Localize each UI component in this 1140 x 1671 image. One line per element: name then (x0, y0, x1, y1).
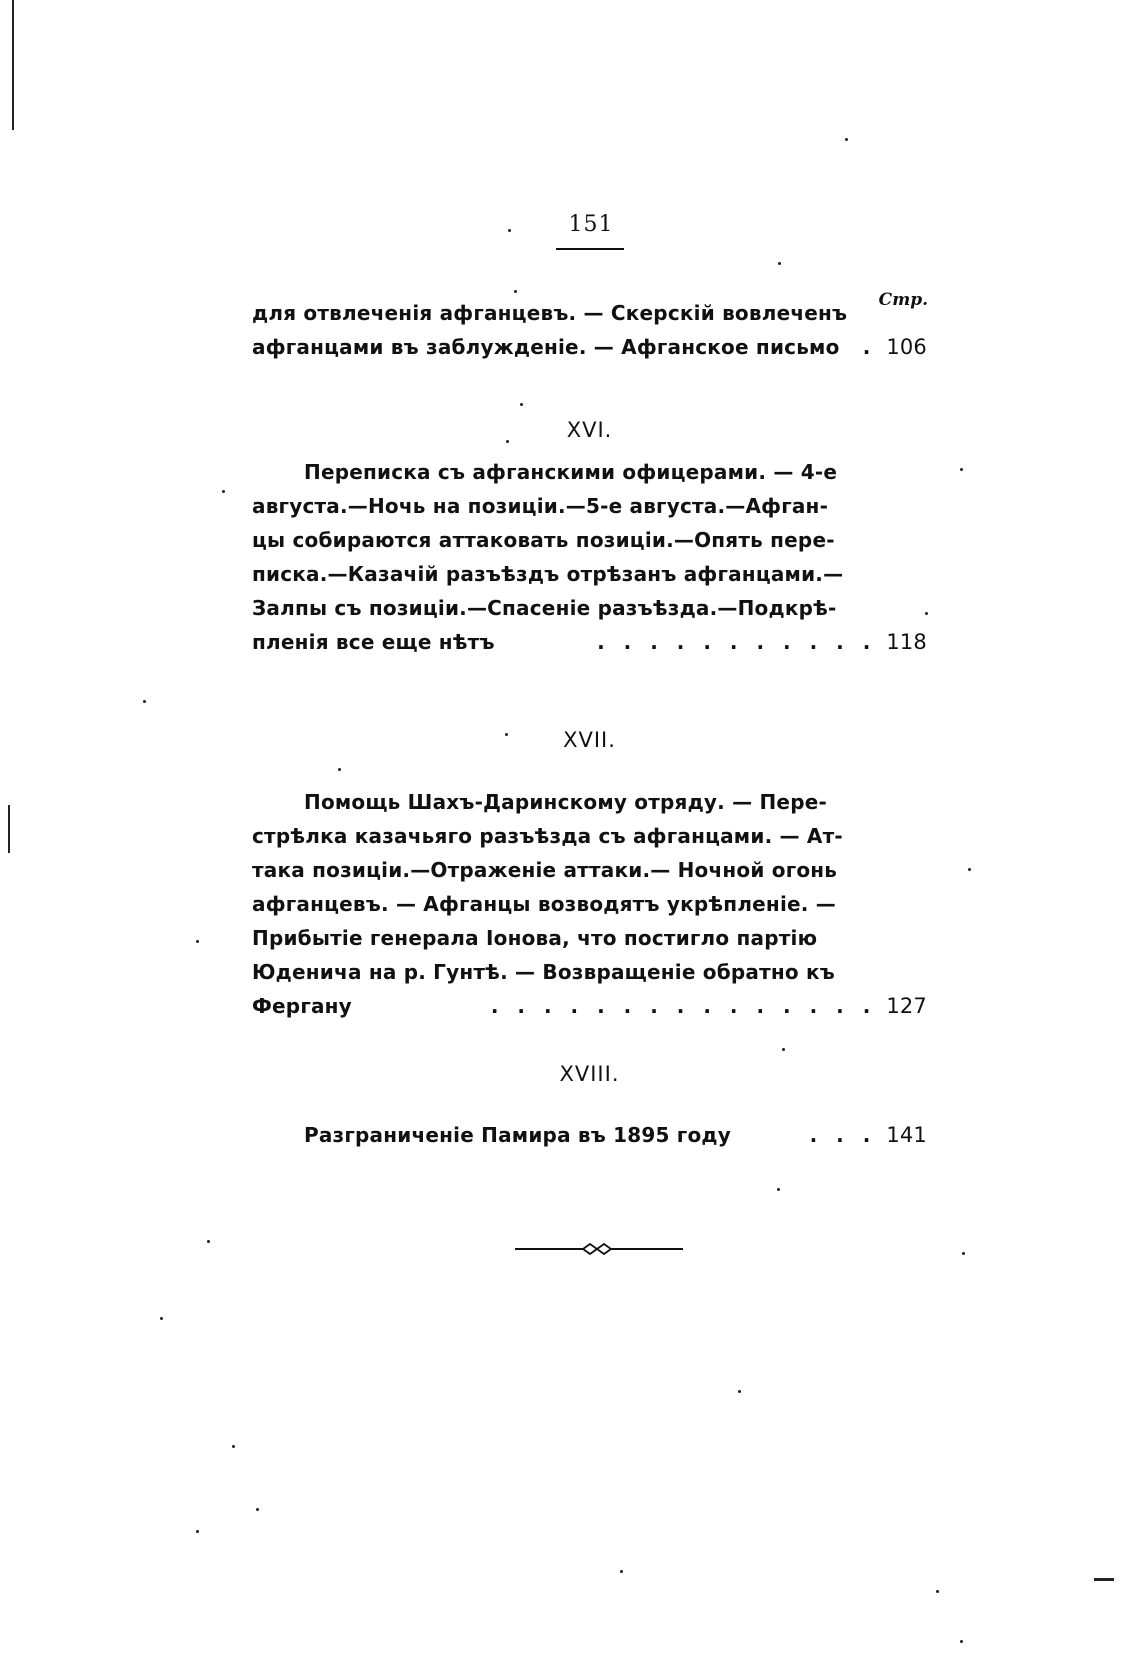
chapter-heading: XVII. (563, 728, 616, 752)
toc-line (252, 989, 927, 1023)
scan-edge-line (12, 0, 14, 130)
scan-speck (256, 1508, 259, 1511)
scan-speck (508, 229, 511, 232)
toc-text: Фергану (252, 994, 352, 1018)
toc-text: пленія все еще нѣтъ (252, 630, 495, 654)
toc-leader: . (862, 335, 877, 359)
scan-speck (620, 1570, 623, 1573)
scan-speck (968, 868, 971, 871)
scan-speck (738, 1390, 741, 1393)
toc-entry (252, 1118, 927, 1152)
toc-text: Юденича на р. Гунтѣ. — Возвращеніе обратно къ (252, 960, 835, 984)
scan-speck (232, 1445, 235, 1448)
scan-speck (520, 403, 523, 406)
toc-text: Помощь Шахъ-Даринскому отряду. — Пере- (304, 790, 827, 814)
scan-speck (962, 1252, 965, 1255)
scan-speck (207, 1240, 210, 1243)
toc-line (252, 955, 927, 989)
toc-line (252, 625, 927, 659)
scan-speck (936, 1590, 939, 1593)
toc-leader: . . . (809, 1123, 877, 1147)
chapter-heading: XVIII. (559, 1062, 620, 1086)
scan-speck (196, 940, 199, 943)
scan-speck (960, 468, 963, 471)
toc-line (252, 921, 927, 955)
scan-speck (222, 490, 225, 493)
scan-speck (782, 1048, 785, 1051)
toc-line (252, 1118, 927, 1152)
toc-text: Переписка съ афганскими офицерами. — 4-е (304, 460, 838, 484)
toc-entry (252, 785, 927, 1023)
toc-line (252, 523, 927, 557)
toc-text: писка.—Казачій разъѣздъ отрѣзанъ афганцами.— (252, 562, 844, 586)
toc-text: афганцевъ. — Афганцы возводятъ укрѣпленіе. — (252, 892, 836, 916)
scan-edge-line (1094, 1578, 1114, 1581)
scan-speck (777, 1188, 780, 1191)
toc-text: Разграниченіе Памира въ 1895 году (304, 1123, 731, 1147)
scan-speck (506, 440, 509, 443)
chapter-heading: XVI. (566, 418, 613, 442)
toc-text: августа.—Ночь на позиціи.—5-е августа.—Афган- (252, 494, 829, 518)
toc-text: для отвлеченія афганцевъ. — Скерскій вовлеченъ (252, 301, 848, 325)
page-number-rule (556, 248, 624, 250)
scan-speck (160, 1317, 163, 1320)
toc-page-number: 127 (886, 994, 927, 1018)
toc-text: цы собираются аттаковать позиціи.—Опять пере- (252, 528, 835, 552)
scan-speck (778, 262, 781, 265)
toc-line (252, 330, 927, 364)
toc-line (252, 887, 927, 921)
scan-speck (505, 733, 508, 736)
toc-line (252, 819, 927, 853)
toc-page-number: 118 (886, 630, 927, 654)
page-column-label: Стр. (878, 290, 928, 310)
toc-line (252, 853, 927, 887)
toc-page-number: 106 (886, 335, 927, 359)
toc-text: Залпы съ позиціи.—Спасеніе разъѣзда.—Подкрѣ- (252, 596, 837, 620)
toc-entry (252, 296, 927, 364)
toc-text: така позиціи.—Отраженіе аттаки.— Ночной огонь (252, 858, 838, 882)
scan-speck (960, 1640, 963, 1643)
end-ornament (515, 1242, 683, 1256)
scan-speck (196, 1530, 199, 1533)
scan-edge-line (8, 805, 10, 853)
page-number: 151 (568, 212, 614, 237)
scan-speck (925, 612, 928, 615)
scan-speck (514, 290, 517, 293)
toc-text: афганцами въ заблужденіе. — Афганское письмо (252, 335, 840, 359)
toc-text: стрѣлка казачьяго разъѣзда съ афганцами. — Ат- (252, 824, 843, 848)
toc-line (252, 557, 927, 591)
scan-speck (845, 138, 848, 141)
toc-page-number: 141 (886, 1123, 927, 1147)
toc-line (252, 785, 927, 819)
toc-leader: . . . . . . . . . . . (597, 630, 877, 654)
toc-entry (252, 455, 927, 659)
toc-line (252, 455, 927, 489)
toc-line (252, 296, 927, 330)
scan-speck (338, 768, 341, 771)
toc-text: Прибытіе генерала Іонова, что постигло партію (252, 926, 818, 950)
toc-line (252, 489, 927, 523)
toc-leader: . . . . . . . . . . . . . . . (490, 994, 877, 1018)
scan-speck (143, 700, 146, 703)
toc-line (252, 591, 927, 625)
